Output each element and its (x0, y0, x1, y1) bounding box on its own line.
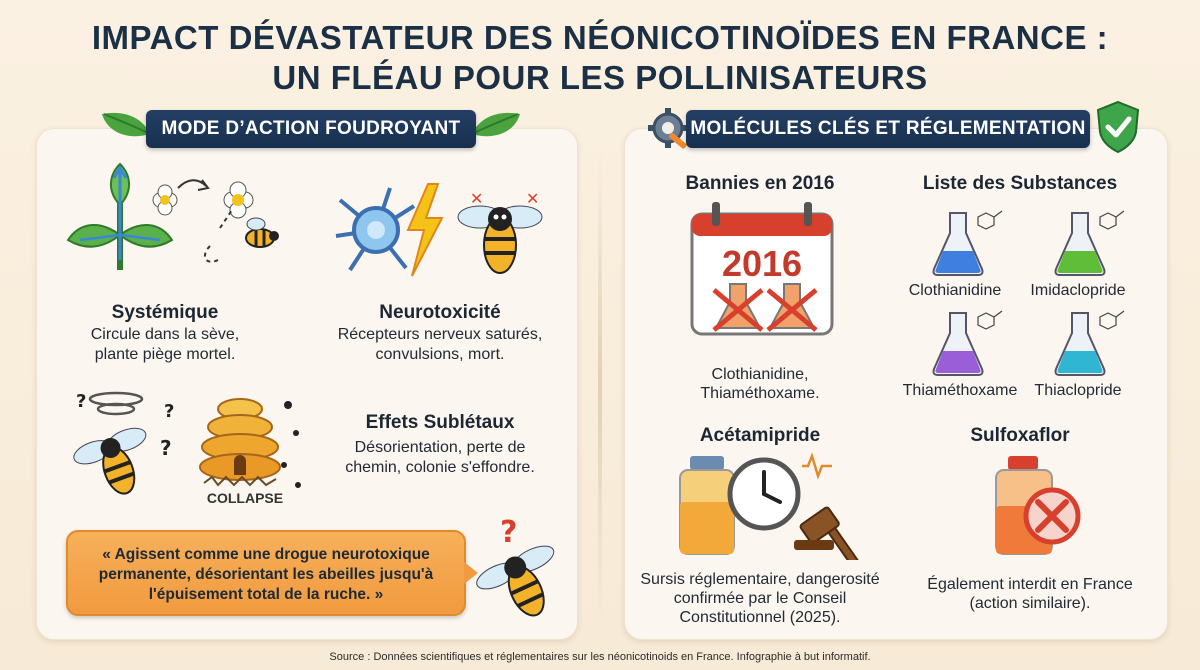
acetamipride-line-3: Constitutionnel (2025). (679, 609, 841, 626)
neurotoxicite-heading: Neurotoxicité (379, 302, 501, 323)
neurotoxicite-line-1: Récepteurs nerveux saturés, (337, 326, 543, 343)
sulfoxaflor-line-2: (action similaire). (969, 595, 1091, 612)
sublethal-line-2: chemin, colonie s'effondre. (345, 459, 535, 476)
neurotoxicite-line-2: convulsions, mort. (375, 346, 505, 363)
source-note: Source : Données scientifiques et réglementaires sur les néonicotinoids en France. Infographie à but informatif. (329, 651, 871, 663)
sulfoxaflor-icon (990, 452, 1090, 560)
substance-label: Thiaméthoxame (902, 382, 1018, 399)
substance-label: Imidaclopride (1030, 282, 1126, 299)
flask-icon (1056, 211, 1125, 275)
acetamipride-line-2: confirmée par le Conseil (673, 590, 847, 607)
systemique-line-2: plante piège mortel. (94, 346, 236, 363)
systemique-heading: Systémique (111, 302, 219, 323)
substance-label: Thiaclopride (1034, 382, 1122, 399)
collapse-label: COLLAPSE (206, 490, 284, 506)
acetamipride-heading: Acétamipride (699, 425, 821, 446)
systemic-plant-icon (60, 160, 280, 275)
leaf-right-icon (470, 104, 522, 148)
quote-line-2: permanente, désorientant les abeilles jusqu'à (98, 566, 434, 583)
leaf-left-icon (100, 104, 152, 148)
banned-line-1: Clothianidine, (711, 366, 809, 383)
svg-text:✕: ✕ (526, 189, 540, 208)
banned-heading: Bannies en 2016 (685, 173, 835, 194)
banner-molecules: MOLÉCULES CLÉS ET RÉGLEMENTATION (686, 110, 1090, 148)
svg-text:?: ? (500, 515, 518, 550)
systemique-line-1: Circule dans la sève, (90, 326, 240, 343)
quote-line-3: l'épuisement total de la ruche. » (148, 586, 384, 603)
page-title (0, 18, 1200, 98)
neurotoxicity-icon (330, 180, 560, 280)
banner-mode-action: MODE D’ACTION FOUDROYANT (146, 110, 476, 148)
quote-line-1: « Agissent comme une drogue neurotoxique (102, 546, 430, 563)
sublethal-line-1: Désorientation, perte de (354, 439, 526, 456)
substances-heading: Liste des Substances (922, 173, 1118, 194)
flask-icon (1056, 311, 1125, 375)
question-bee-icon (470, 512, 570, 622)
shield-check-icon (1094, 100, 1142, 154)
svg-text:?: ? (160, 436, 172, 460)
sublethal-effects-icon (70, 385, 310, 505)
svg-text:?: ? (76, 391, 87, 412)
sublethal-heading: Effets Sublétaux (365, 412, 515, 433)
acetamipride-line-1: Sursis réglementaire, dangerosité (640, 571, 880, 588)
banned-line-2: Thiaméthoxame. (700, 385, 820, 402)
panel-divider (598, 150, 602, 620)
sulfoxaflor-heading: Sulfoxaflor (970, 425, 1070, 446)
calendar-2016-icon (688, 198, 838, 348)
svg-text:✕: ✕ (470, 189, 484, 208)
sulfoxaflor-line-1: Également interdit en France (927, 576, 1133, 593)
quote-box (66, 530, 466, 616)
calendar-year: 2016 (721, 243, 803, 284)
substance-label: Clothianidine (908, 282, 1002, 299)
title-line-1: IMPACT DÉVASTATEUR DES NÉONICOTINOÏDES EN FRANCE : (91, 19, 1109, 56)
svg-text:?: ? (164, 401, 175, 422)
flask-icon (934, 311, 1003, 375)
acetamipride-icon (676, 452, 876, 560)
flask-icon (934, 211, 1003, 275)
title-line-2: UN FLÉAU POUR LES POLLINISATEURS (272, 59, 928, 96)
